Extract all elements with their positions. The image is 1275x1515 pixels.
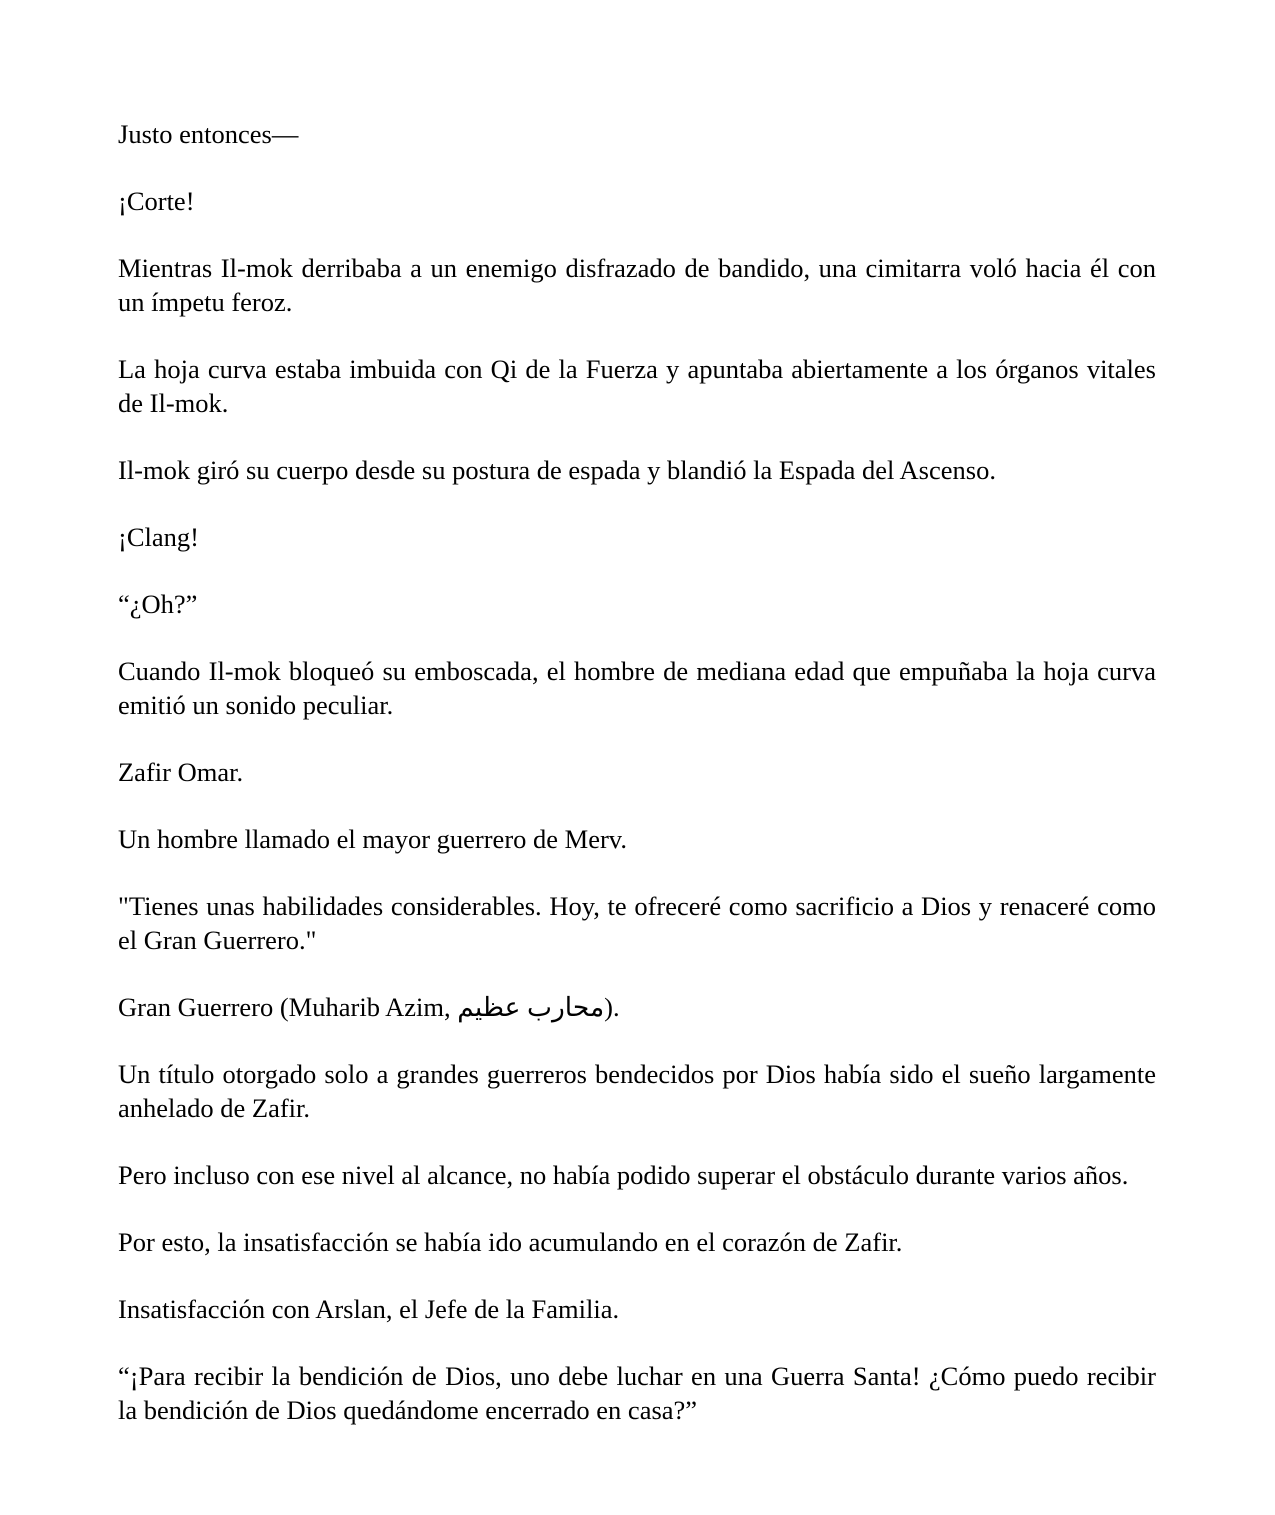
paragraph-6: ¡Clang! <box>118 522 199 552</box>
paragraph-13: Un título otorgado solo a grandes guerreros bendecidos por Dios había sido el sueño largamente anhelado de Zafir. <box>118 1059 1156 1123</box>
paragraph-15: Por esto, la insatisfacción se había ido acumulando en el corazón de Zafir. <box>118 1227 903 1257</box>
paragraph-4: La hoja curva estaba imbuida con Qi de la Fuerza y apuntaba abiertamente a los órganos vitales de Il-mok. <box>118 354 1156 418</box>
paragraph-2: ¡Corte! <box>118 186 195 216</box>
paragraph-17: “¡Para recibir la bendición de Dios, uno debe luchar en una Guerra Santa! ¿Cómo puedo recibir la bendición de Dios quedándome encerrado en casa?” <box>118 1361 1156 1425</box>
paragraph-3: Mientras Il-mok derribaba a un enemigo disfrazado de bandido, una cimitarra voló hacia él con un ímpetu feroz. <box>118 253 1156 317</box>
paragraph-16: Insatisfacción con Arslan, el Jefe de la Familia. <box>118 1294 620 1324</box>
paragraph-7: “¿Oh?” <box>118 589 198 619</box>
paragraph-12-gran-guerrero <box>118 990 1156 1024</box>
gran-guerrero-arabic: محارب عظيم <box>457 992 605 1022</box>
paragraph-11: "Tienes unas habilidades considerables. Hoy, te ofreceré como sacrificio a Dios y renaceré como el Gran Guerrero." <box>118 891 1156 955</box>
paragraph-14: Pero incluso con ese nivel al alcance, no había podido superar el obstáculo durante varios años. <box>118 1160 1129 1190</box>
paragraph-9: Zafir Omar. <box>118 757 244 787</box>
paragraph-1: Justo entonces— <box>118 119 299 149</box>
gran-guerrero-prefix: Gran Guerrero (Muharib Azim, <box>118 992 458 1022</box>
paragraph-5: Il-mok giró su cuerpo desde su postura de espada y blandió la Espada del Ascenso. <box>118 455 996 485</box>
document-page <box>118 117 1156 1427</box>
paragraph-8: Cuando Il-mok bloqueó su emboscada, el hombre de mediana edad que empuñaba la hoja curva emitió un sonido peculiar. <box>118 656 1156 720</box>
paragraph-10: Un hombre llamado el mayor guerrero de Merv. <box>118 824 627 854</box>
gran-guerrero-suffix: ). <box>604 992 620 1022</box>
